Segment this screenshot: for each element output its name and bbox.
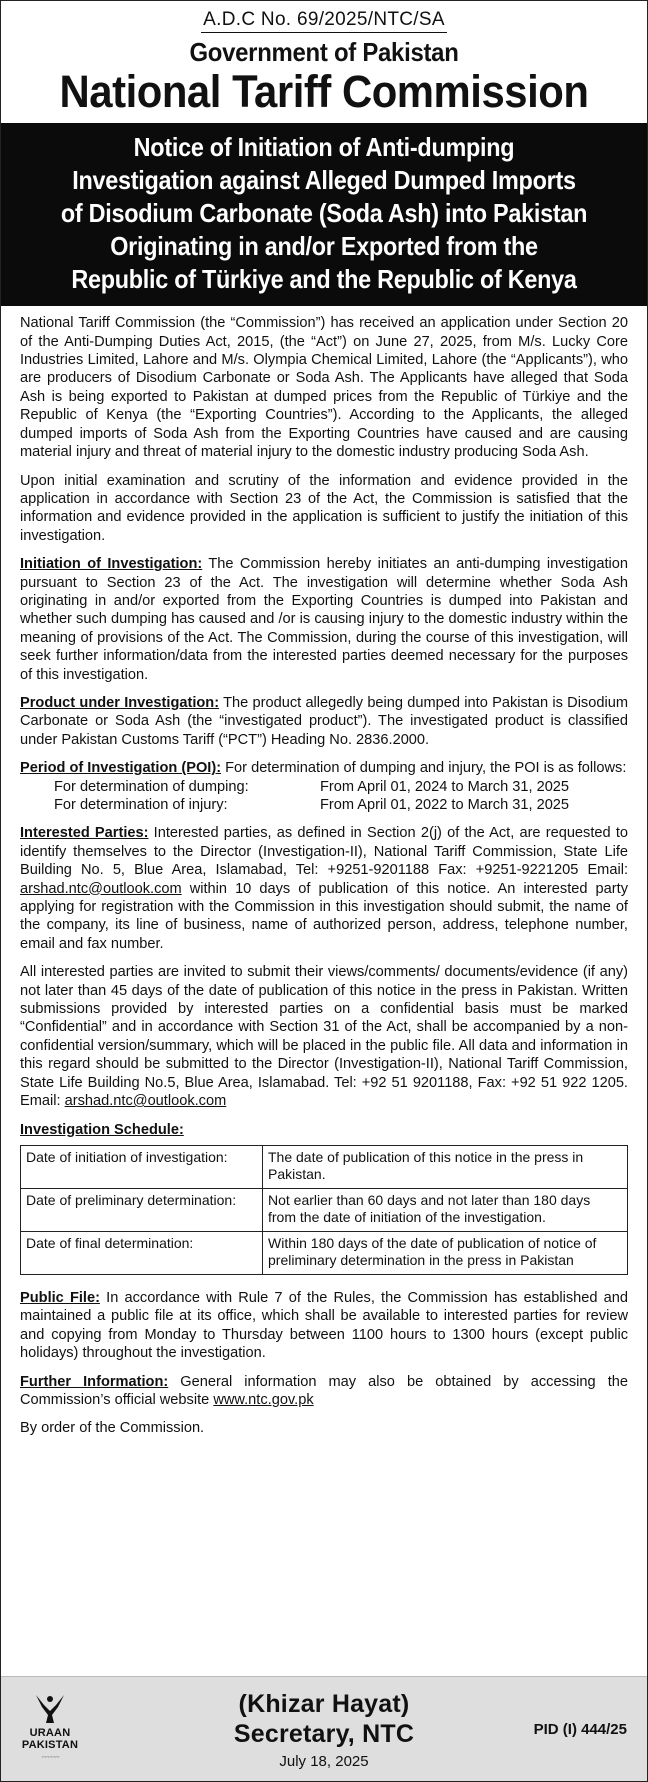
notice-footer [1, 1676, 647, 1781]
parties-text-a: Interested parties, as defined in Section 2(j) of the Act, are requested to identify themselves to the Director (Investigation-II), National Tariff Commission, State Life Building No. 5, Blue Area, Islamabad, Tel: +9251-9201188 Fax: +9251-9221205 Email: [20, 825, 628, 879]
poi-row-injury [20, 796, 628, 814]
notice-header [1, 1, 647, 115]
notice-title-line: Notice of Initiation of Anti-dumping [133, 132, 515, 163]
logo-text-line1: URAAN [29, 1727, 71, 1739]
parties-heading: Interested Parties: [20, 825, 149, 842]
notice-title-line: of Disodium Carbonate (Soda Ash) into Pakistan [60, 198, 588, 229]
notice-title-banner [1, 123, 647, 306]
product-section [20, 694, 628, 749]
table-row [21, 1188, 628, 1231]
public-file-text: In accordance with Rule 7 of the Rules, the Commission has established and maintained a public file at its office, which shall be available to interested parties for review and copying from Monday to Thursday between 1100 hours to 1300 hours (except public holidays) throughout the investigation. [20, 1289, 629, 1362]
schedule-heading: Investigation Schedule: [20, 1121, 184, 1138]
logo-script-icon: 〰〰〰 [40, 1755, 59, 1761]
poi-row-dumping [20, 778, 628, 796]
schedule-timing: Within 180 days of the date of publication of notice of preliminary determination in the press in Pakistan [263, 1231, 628, 1274]
table-row [21, 1231, 628, 1274]
closing-line: By order of the Commission. [20, 1420, 205, 1437]
views-section [20, 963, 628, 1110]
schedule-timing: The date of publication of this notice in the press in Pakistan. [263, 1145, 628, 1188]
schedule-timing: Not earlier than 60 days and not later than 180 days from the date of initiation of the investigation. [263, 1188, 628, 1231]
poi-heading: Period of Investigation (POI): [20, 760, 222, 777]
signatory-title: Secretary, NTC [233, 1720, 415, 1748]
reference-number: A.D.C No. 69/2025/NTC/SA [201, 9, 447, 33]
parties-section [20, 824, 628, 953]
poi-label: For determination of injury: [54, 797, 228, 813]
poi-section [20, 759, 628, 814]
intro-paragraph: National Tariff Commission (the “Commission”) has received an application under Section 20 of the Anti-Dumping Duties Act, 2015, (the “Act”) on June 27, 2025, from M/s. Lucky Core Industries Limited, Lahore and M/s. Olympia Chemical Limited, Lahore (the “Applicants”), who are producers of Disodium Carbonate or Soda Ash. The Applicants have alleged that Soda Ash is being exported to Pakistan at dumped prices from the Republic of Türkiye and the Republic of Kenya (the “Exporting Countries”). According to the Applicants, the alleged dumped imports of Soda Ash from the Exporting Countries have caused and are causing material injury and threat of material injury to the domestic industry producing Soda Ash. [20, 315, 628, 461]
examination-paragraph: Upon initial examination and scrutiny of the information and evidence provided in the application in accordance with Section 23 of the Act, the Commission is satisfied that the information and evidence provided in the application is sufficient to justify the initiation of this investigation. [20, 472, 628, 544]
further-info-section [20, 1373, 628, 1410]
initiation-text: The Commission hereby initiates an anti-dumping investigation pursuant to Section 23 of the Act. The investigation will determine whether Soda Ash originating in and/or exported from the Exporting Countries is dumped into Pakistan and whether such dumping has caused and /or is causing injury to the domestic industry within the meaning of provisions of the Act. The Commission, during the course of this investigation, will seek further information/data from the interested parties deemed necessary for the purposes of this investigation. [20, 556, 628, 683]
notice-body [1, 306, 647, 1438]
further-info-text: General information may also be obtained by accessing the Commission’s official website [20, 1373, 628, 1408]
notice-title-line: Originating in and/or Exported from the [110, 231, 538, 262]
initiation-section [20, 555, 628, 684]
further-info-heading: Further Information: [20, 1373, 169, 1390]
signatory-name: (Khizar Hayat) [238, 1690, 410, 1718]
poi-value: From April 01, 2022 to March 31, 2025 [320, 797, 570, 813]
public-file-heading: Public File: [20, 1289, 100, 1306]
public-file-section [20, 1289, 628, 1363]
parties-email-link[interactable]: arshad.ntc@outlook.com [20, 880, 182, 897]
pid-number: PID (I) 444/25 [533, 1721, 627, 1738]
poi-text: For determination of dumping and injury, the POI is as follows: [221, 760, 627, 777]
government-title: Government of Pakistan [189, 37, 459, 67]
notice-date: July 18, 2025 [279, 1753, 369, 1770]
initiation-heading: Initiation of Investigation: [20, 556, 203, 573]
product-text: The product allegedly being dumped into Pakistan is Disodium Carbonate or Soda Ash (the “investigated product”). The investigated product is classified under Pakistan Customs Tariff (“PCT”) Heading No. 2836.2000. [20, 694, 628, 748]
notice-title-line: Investigation against Alleged Dumped Imports [72, 165, 576, 196]
logo-text-line2: PAKISTAN [21, 1739, 79, 1751]
notice-title-line: Republic of Türkiye and the Republic of Kenya [71, 264, 577, 295]
product-heading: Product under Investigation: [20, 694, 220, 711]
schedule-table [20, 1145, 628, 1275]
schedule-event: Date of final determination: [21, 1231, 263, 1274]
views-text: All interested parties are invited to submit their views/comments/ documents/evidence (if any) not later than 45 days of the date of publication of this notice in the press in Pakistan. Written submissions provided by interested parties on a confidential basis must be marked “Confidential” and in accordance with Section 31 of the Act, shall be accompanied by a non-confidential version/summary, which will be placed in the public file. All data and information in this regard should be submitted to the Director (Investigation-II), National Tariff Commission, State Life Building No.5, Blue Area, Islamabad. Tel: +92 51 9201188, Fax: +92 51 922 1205. Email: [20, 964, 628, 1110]
schedule-event: Date of initiation of investigation: [21, 1145, 263, 1188]
website-link[interactable]: www.ntc.gov.pk [213, 1391, 314, 1408]
parties-text-b: within 10 days of publication of this notice. An interested party applying for registration with the Commission in this investigation should submit, the name of the company, its line of business, name of authorized person, address, telephone number, email and fax number. [20, 880, 628, 952]
poi-value: From April 01, 2024 to March 31, 2025 [320, 778, 570, 795]
views-email-link[interactable]: arshad.ntc@outlook.com [64, 1093, 227, 1110]
schedule-event: Date of preliminary determination: [21, 1188, 263, 1231]
poi-label: For determination of dumping: [54, 778, 249, 795]
commission-title: National Tariff Commission [59, 66, 589, 117]
table-row [21, 1145, 628, 1188]
